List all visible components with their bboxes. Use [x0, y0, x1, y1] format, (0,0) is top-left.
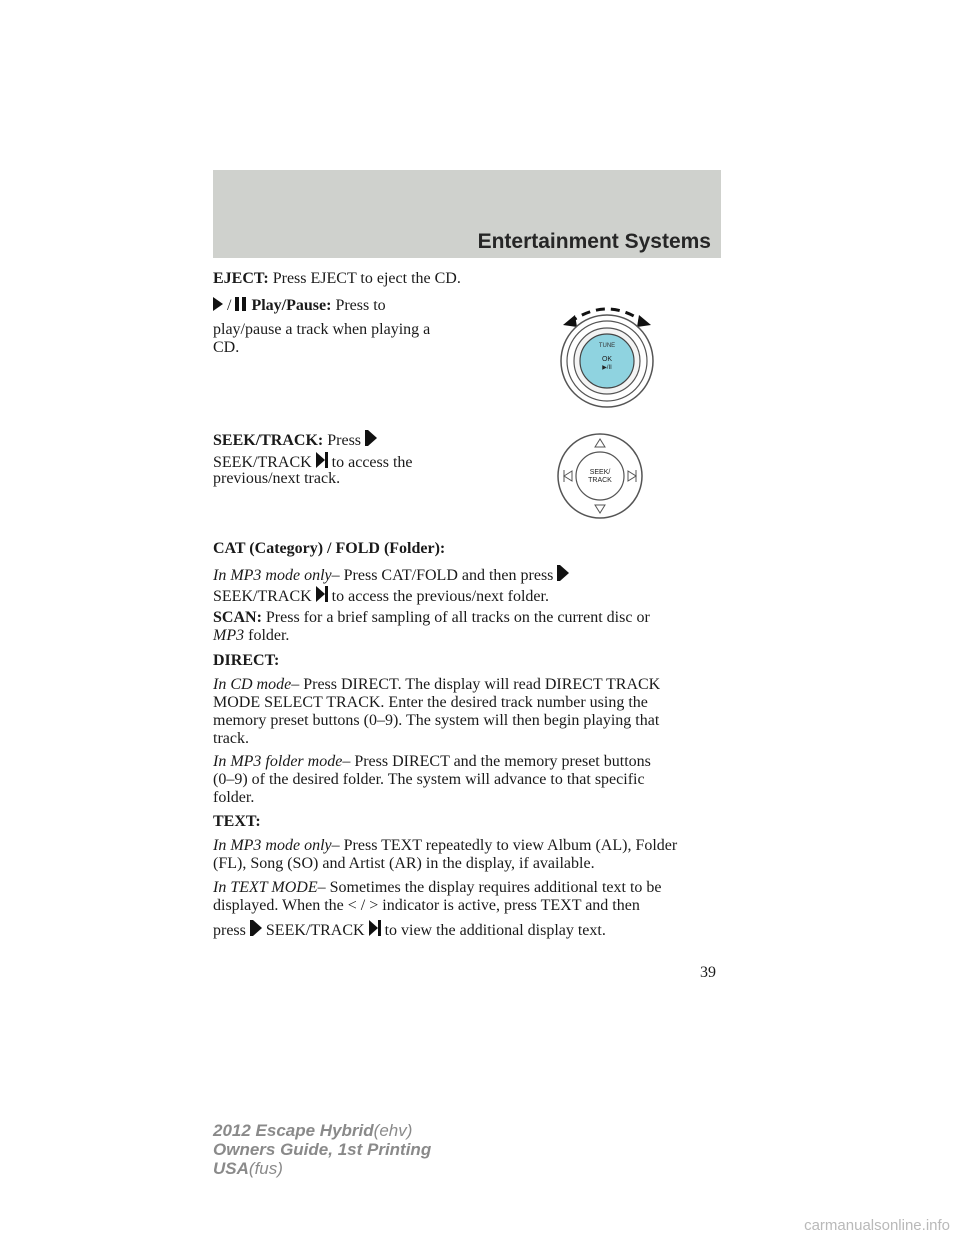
cat-mode-label: In MP3 mode only	[213, 567, 332, 584]
play-pause-text: Press to	[335, 297, 386, 314]
seek-previous-icon	[250, 920, 262, 936]
scan-text-2: folder.	[248, 627, 290, 644]
seek-track-knob-illustration	[556, 432, 644, 520]
cat-text-2: to access the previous/next folder.	[331, 588, 549, 605]
scan-paragraph	[213, 609, 650, 627]
play-pause-line2: play/pause a track when playing a	[213, 321, 431, 338]
text-mode-line2: displayed. When the < / > indicator is active, press TEXT and then	[213, 897, 640, 914]
direct-heading: DIRECT:	[213, 652, 280, 669]
scan-text: Press for a brief sampling of all tracks on the current disc or	[265, 609, 650, 626]
direct-cd-line1	[213, 676, 660, 694]
footer-model: 2012 Escape Hybrid	[213, 1121, 374, 1140]
footer-printing: Owners Guide, 1st Printing	[213, 1140, 432, 1159]
direct-cd-mode: In CD mode	[213, 676, 292, 693]
direct-cd-text: – Press DIRECT. The display will read DIRECT TRACK	[291, 676, 661, 693]
eject-text: Press EJECT to eject the CD.	[272, 270, 461, 287]
text-mode-line3	[213, 920, 606, 940]
play-pause-label: Play/Pause:	[251, 297, 332, 314]
pause-icon	[235, 297, 247, 311]
seek-track-label: SEEK/TRACK:	[213, 432, 324, 449]
text-heading: TEXT:	[213, 813, 261, 830]
cat-fold-line1	[213, 565, 569, 585]
section-title: Entertainment Systems	[477, 230, 711, 253]
play-icon	[213, 297, 223, 311]
play-pause-paragraph	[213, 297, 386, 315]
text-mp3-mode: In MP3 mode only	[213, 837, 332, 854]
cat-fold-heading: CAT (Category) / FOLD (Folder):	[213, 540, 446, 557]
seek-next-icon	[316, 452, 328, 468]
track-label: TRACK	[588, 477, 612, 484]
direct-mp3-text: – Press DIRECT and the memory preset buttons	[342, 753, 651, 770]
direct-mp3-line2: (0–9) of the desired folder. The system will advance to that specific	[213, 771, 645, 788]
press-word: press	[213, 922, 246, 939]
seek-track-word: SEEK/TRACK	[265, 922, 365, 939]
seek-press-text: Press	[327, 432, 362, 449]
direct-mp3-mode: In MP3 folder mode	[213, 753, 343, 770]
seek-next-icon	[316, 586, 328, 602]
seek-next-icon	[369, 920, 381, 936]
eject-label: EJECT:	[213, 270, 269, 287]
eject-paragraph	[213, 270, 461, 288]
cat-text: – Press CAT/FOLD and then press	[331, 567, 554, 584]
direct-cd-line2: MODE SELECT TRACK. Enter the desired track number using the	[213, 694, 648, 711]
text-mode-line1	[213, 879, 662, 897]
seek-track-paragraph	[213, 430, 377, 450]
seek-track-word: SEEK/TRACK	[213, 454, 312, 471]
ok-label: OK	[601, 356, 613, 363]
footer-region-code: (fus)	[248, 1159, 283, 1178]
seek-track-word: SEEK/TRACK	[213, 588, 312, 605]
tune-ok-knob-illustration	[557, 295, 657, 410]
text-mode-label: In TEXT MODE	[213, 879, 318, 896]
section-header	[213, 170, 721, 258]
cat-fold-line2	[213, 586, 549, 606]
text-mode-text-3: to view the additional display text.	[384, 922, 606, 939]
text-mp3-line1	[213, 837, 677, 855]
tune-label: TUNE	[598, 343, 616, 349]
text-mp3-line2: (FL), Song (SO) and Artist (AR) in the display, if available.	[213, 855, 595, 872]
play-pause-line3: CD.	[213, 339, 240, 356]
scan-line2	[213, 627, 289, 645]
watermark: carmanualsonline.info	[804, 1217, 950, 1234]
play-pause-glyph: ▶/II	[602, 365, 612, 371]
seek-track-line3: previous/next track.	[213, 470, 341, 487]
direct-cd-line4: track.	[213, 730, 249, 747]
footer-region: USA	[213, 1159, 249, 1178]
text-mode-text: – Sometimes the display requires additional text to be	[317, 879, 662, 896]
document-footer	[213, 1121, 431, 1178]
seek-previous-icon	[365, 430, 377, 446]
direct-cd-line3: memory preset buttons (0–9). The system will then begin playing that	[213, 712, 660, 729]
footer-model-code: (ehv)	[373, 1121, 413, 1140]
direct-mp3-line3: folder.	[213, 789, 255, 806]
text-mp3-text: – Press TEXT repeatedly to view Album (AL), Folder	[331, 837, 678, 854]
play-separator: /	[227, 297, 232, 314]
seek-track-text: to access the	[331, 454, 413, 471]
direct-mp3-line1	[213, 753, 651, 771]
scan-label: SCAN:	[213, 609, 262, 626]
scan-mode: MP3	[213, 627, 245, 644]
page-number: 39	[700, 964, 716, 981]
seek-track-line2	[213, 452, 413, 472]
seek-previous-icon	[557, 565, 569, 581]
seek-label: SEEK/	[589, 469, 611, 476]
